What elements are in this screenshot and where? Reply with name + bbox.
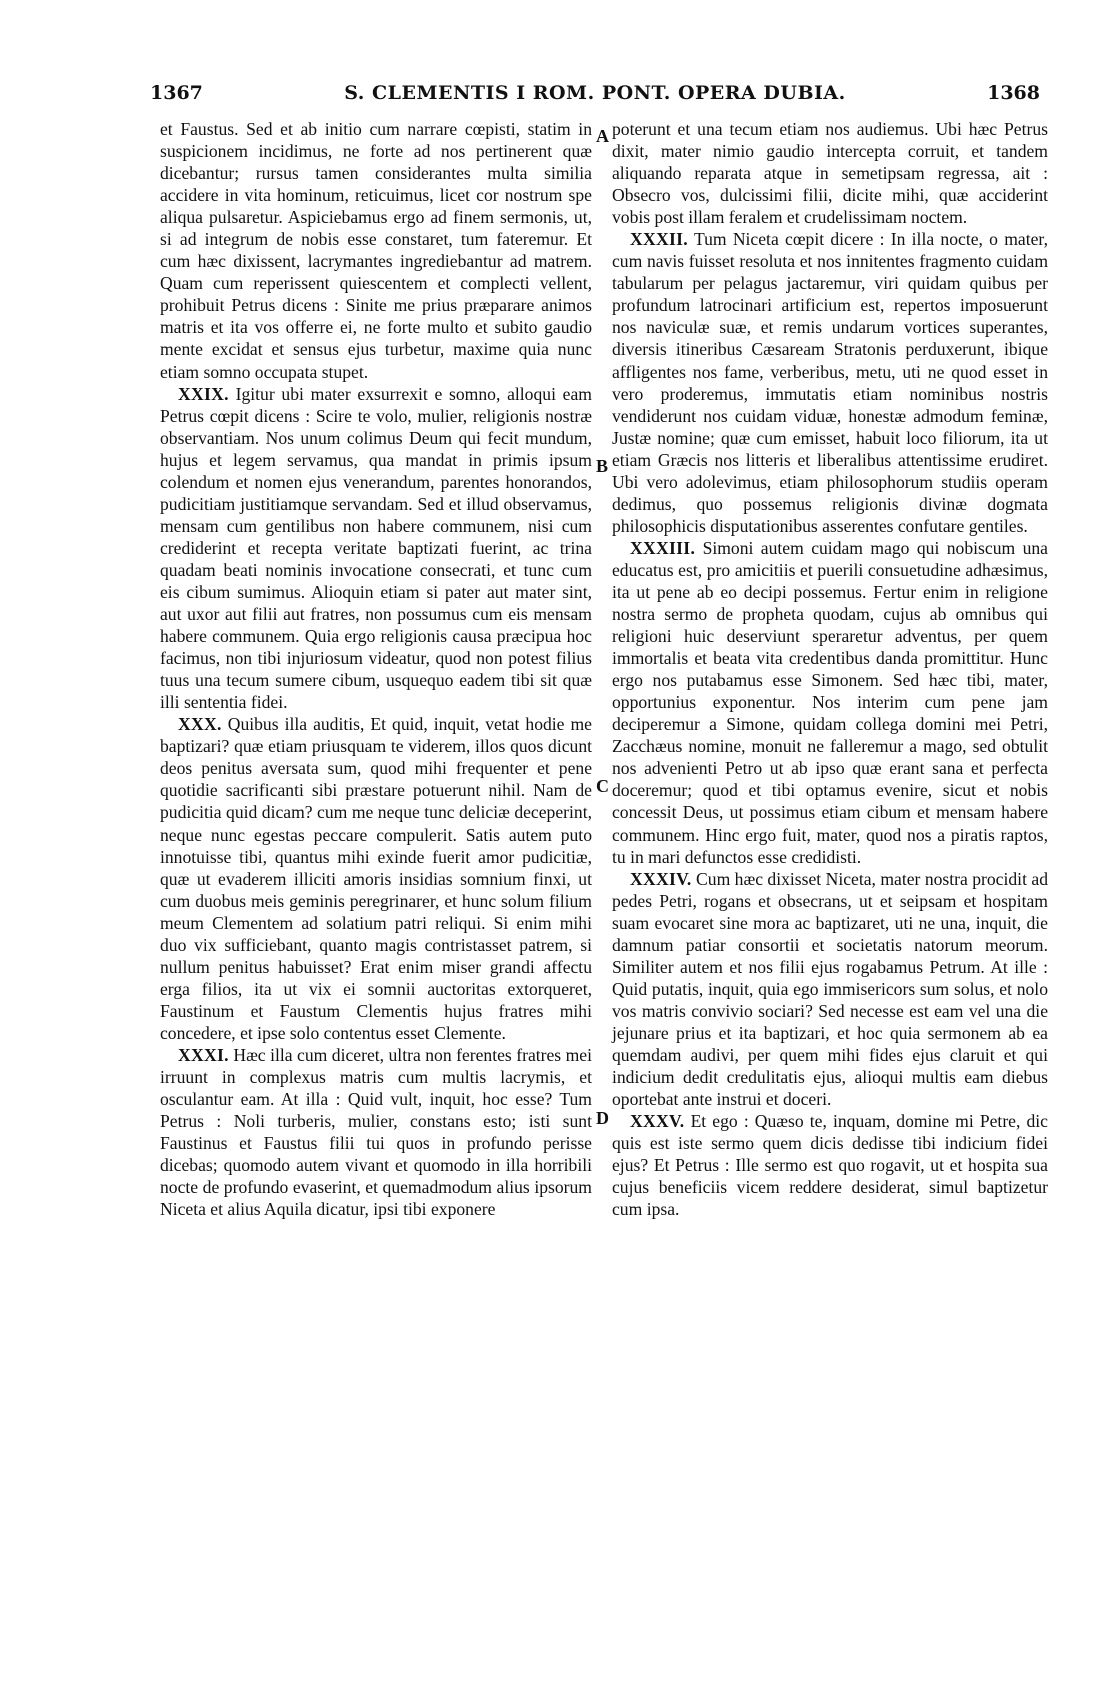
right-column-number: 1368 <box>987 82 1040 104</box>
paragraph <box>612 537 1048 868</box>
paragraph-text: Igitur ubi mater exsurrexit e somno, alloqui eam Petrus cœpit dicens : Scire te volo, mulier, religionis nostræ observantiam. Nos unum colimus Deum qui fecit mundum, hujus et legem servamus, qua mandat in primis ipsum colendum et nomen ejus venerandum, parentes honorandos, pudicitiam justitiamque servandam. Sed et illud observamus, mensam cum gentilibus non habere communem, nisi cum crediderint et recepta veritate baptizati fuerint, ac trina quadam beati nominis invocatione consecrati, et tunc cum eis cibum sumimus. Alioquin etiam si pater aut mater sint, aut uxor aut filii aut fratres, non possumus cum eis mensam habere communem. Quia ergo religionis causa præcipua hoc facimus, non tibi injuriosum videatur, quod non potest filius tuus una tecum sumere cibum, usquequo eadem tibi sit quæ illi sententia fidei. <box>160 383 592 713</box>
paragraph <box>160 713 592 1044</box>
paragraph <box>612 228 1048 537</box>
left-column-number: 1367 <box>150 82 203 104</box>
section-number: XXXI. <box>178 1044 229 1065</box>
paragraph <box>612 868 1048 1111</box>
paragraph: et Faustus. Sed et ab initio cum narrare cœpisti, statim in suspicionem incidimus, ne forte ad nos pertinerent quæ dicebantur; rursus tamen considerantes multa similia accidere in vita hominum, reticuimus, licet cor nostrum spe aliqua pulsaretur. Aspiciebamus ergo ad finem sermonis, ut, si ad integrum de nobis esse constaret, tum fateremur. Et cum hæc dixissent, lacrymantes ingrediebantur ad matrem. Quam cum reperissent quiescentem et complecti vellent, prohibuit Petrus dicens : Sinite me prius præparare animos matris et ita vos offerre ei, ne forte multo et subito gaudio mente excidat et sensus ejus turbetur, maxime quia nunc etiam somno occupata stupet. <box>160 119 592 382</box>
paragraph-text: Quibus illa auditis, Et quid, inquit, vetat hodie me baptizari? quæ etiam priusquam te viderem, illos quos dicunt deos penitus aversata sum, quod mihi frequenter et pene quotidie sacrificanti sibi præstare potuerunt nihil. Nam de pudicitia quid dicam? cum me neque tunc deliciæ deceperint, neque nunc egestas peccare compulerit. Satis autem puto innotuisse tibi, quantus mihi exinde fuerit amor pudicitiæ, quæ ut evaderem illiciti amoris insidias somnium finxi, ut cum duobus meis geminis peregrinarer, et hunc solum filium meum Clementem ad solatium patri reliqui. Si enim mihi duo vix sufficiebant, quanto magis contristasset patrem, si nullum penitus habuisset? Erat enim miser grandi affectu erga filios, ita ut vix ei somnii auctoritas extorqueret, Faustinum et Faustum Clementis hujus fratres mihi concedere, et ipse solo contentus esset Clemente. <box>160 714 592 1043</box>
paragraph-text: Tum Niceta cœpit dicere : In illa nocte, o mater, cum navis fuisset resoluta et nos innitentes fragmento cuidam tabularum per pelagus jactaremur, viri quidam quibus per profundum latrocinari artificium est, repertos imposuerunt nos naviculæ suæ, et remis undarum vortices superantes, diversis itineribus Cæsaream Stratonis perduxerunt, ibique affligentes nos fame, verberibus, metu, uti ne quod esset in vero proderemus, immutatis etiam nominibus nostris vendiderunt nos cuidam viduæ, honestæ admodum feminæ, Justæ nomine; quæ cum emisset, habuit loco filiorum, ita ut etiam Græcis nos litteris et liberalibus attentissime erudiret. Ubi vero adolevimus, etiam philosophorum studiis operam dedimus, quo possemus religionis divinæ dogmata philosophicis disputationibus asserentes confutare gentiles. <box>612 229 1048 536</box>
paragraph <box>160 383 592 714</box>
right-column <box>612 118 1048 1220</box>
section-number: XXXII. <box>630 229 689 250</box>
section-number: XXIX. <box>178 383 229 404</box>
paragraph: poterunt et una tecum etiam nos audiemus. Ubi hæc Petrus dixit, mater nimio gaudio intercepta corruit, et tandem aliquando reparata atque in semetipsam regressa, ait : Obsecro vos, dulcissimi filii, dicite mihi, quæ acciderint vobis post illam feralem et crudelissimam noctem. <box>612 119 1048 228</box>
section-number: XXXIV. <box>630 868 692 889</box>
section-number: XXX. <box>178 714 222 735</box>
paragraph-text: Cum hæc dixisset Niceta, mater nostra procidit ad pedes Petri, rogans et obsecrans, ut et seipsam et hospitam suam evocaret sine mora ac baptizaret, uti ne una, inquit, die damnum patiar consortii et societatis natorum meorum. Similiter autem et nos filii ejus rogabamus Petrum. At ille : Quid putatis, inquit, quia ego immisericors sum solus, et nolo vos matris convivio sociari? Sed necesse est eam vel una die jejunare prius et ita baptizari, et hoc quia sermonem ab ea quemdam audivi, per quem mihi fides ejus claruit et qui indicium dedit credulitatis ejus, alioqui multis eam diebus oportebat ante instrui et doceri. <box>612 868 1048 1110</box>
running-header <box>150 82 1040 110</box>
paragraph-text: Simoni autem cuidam mago qui nobiscum una educatus est, pro amicitiis et puerili consuetudine adhæsimus, ita ut pene ab eo decipi possemus. Fertur enim in religione nostra sermo de propheta quodam, cujus ab omnibus qui religioni huic deserviunt speraretur adventus, per quem immortalis et beata vita credentibus danda promittitur. Hunc ergo nos putabamus esse Simonem. Sed hæc tibi, mater, opportunius exponentur. Nos interim cum pene jam deciperemur a Simone, quidam collega domini mei Petri, Zacchæus nomine, monuit ne falleremur a mago, sed obtulit nos advenienti Petro ut ab ipso quæ erant sana et perfecta doceremur; quod et tibi optamus evenire, sicut et nobis concessit Deus, ut possimus etiam cibum et mensam habere communem. Hinc ergo fuit, mater, quod nos a piratis raptos, tu in mari defunctos esse credidisti. <box>612 537 1048 867</box>
paragraph <box>612 1110 1048 1220</box>
paragraph <box>160 1044 592 1220</box>
paragraph-text: Hæc illa cum diceret, ultra non ferentes fratres mei irruunt in complexus matris cum multis lacrymis, et osculantur eam. At illa : Quid vult, inquit, hoc esse? Tum Petrus : Noli turberis, mulier, constans esto; isti sunt Faustinus et Faustus filii tui quos in profundo perisse dicebas; quomodo autem vivant et quomodo in illa horribili nocte de profundo evaserint, et quemadmodum alius ipsorum Niceta et alius Aquila dicatur, ipsi tibi exponere <box>160 1044 593 1220</box>
paragraph-text: Et ego : Quæso te, inquam, domine mi Petre, dic quis est iste sermo quem dicis dedisse tibi indicium fidei ejus? Et Petrus : Ille sermo est quo rogavit, ut et hospita sua cujus beneficiis vicem reddere desiderat, simul baptizetur cum ipsa. <box>612 1111 1048 1220</box>
margin-marker-b: B <box>596 456 609 476</box>
section-number: XXXIII. <box>630 537 696 558</box>
page-title: S. CLEMENTIS I ROM. PONT. OPERA DUBIA. <box>344 82 846 104</box>
margin-marker-c: C <box>596 776 609 796</box>
margin-marker-d: D <box>596 1108 609 1128</box>
left-column <box>160 118 592 1220</box>
section-number: XXXV. <box>630 1111 685 1132</box>
margin-marker-a: A <box>596 126 609 146</box>
